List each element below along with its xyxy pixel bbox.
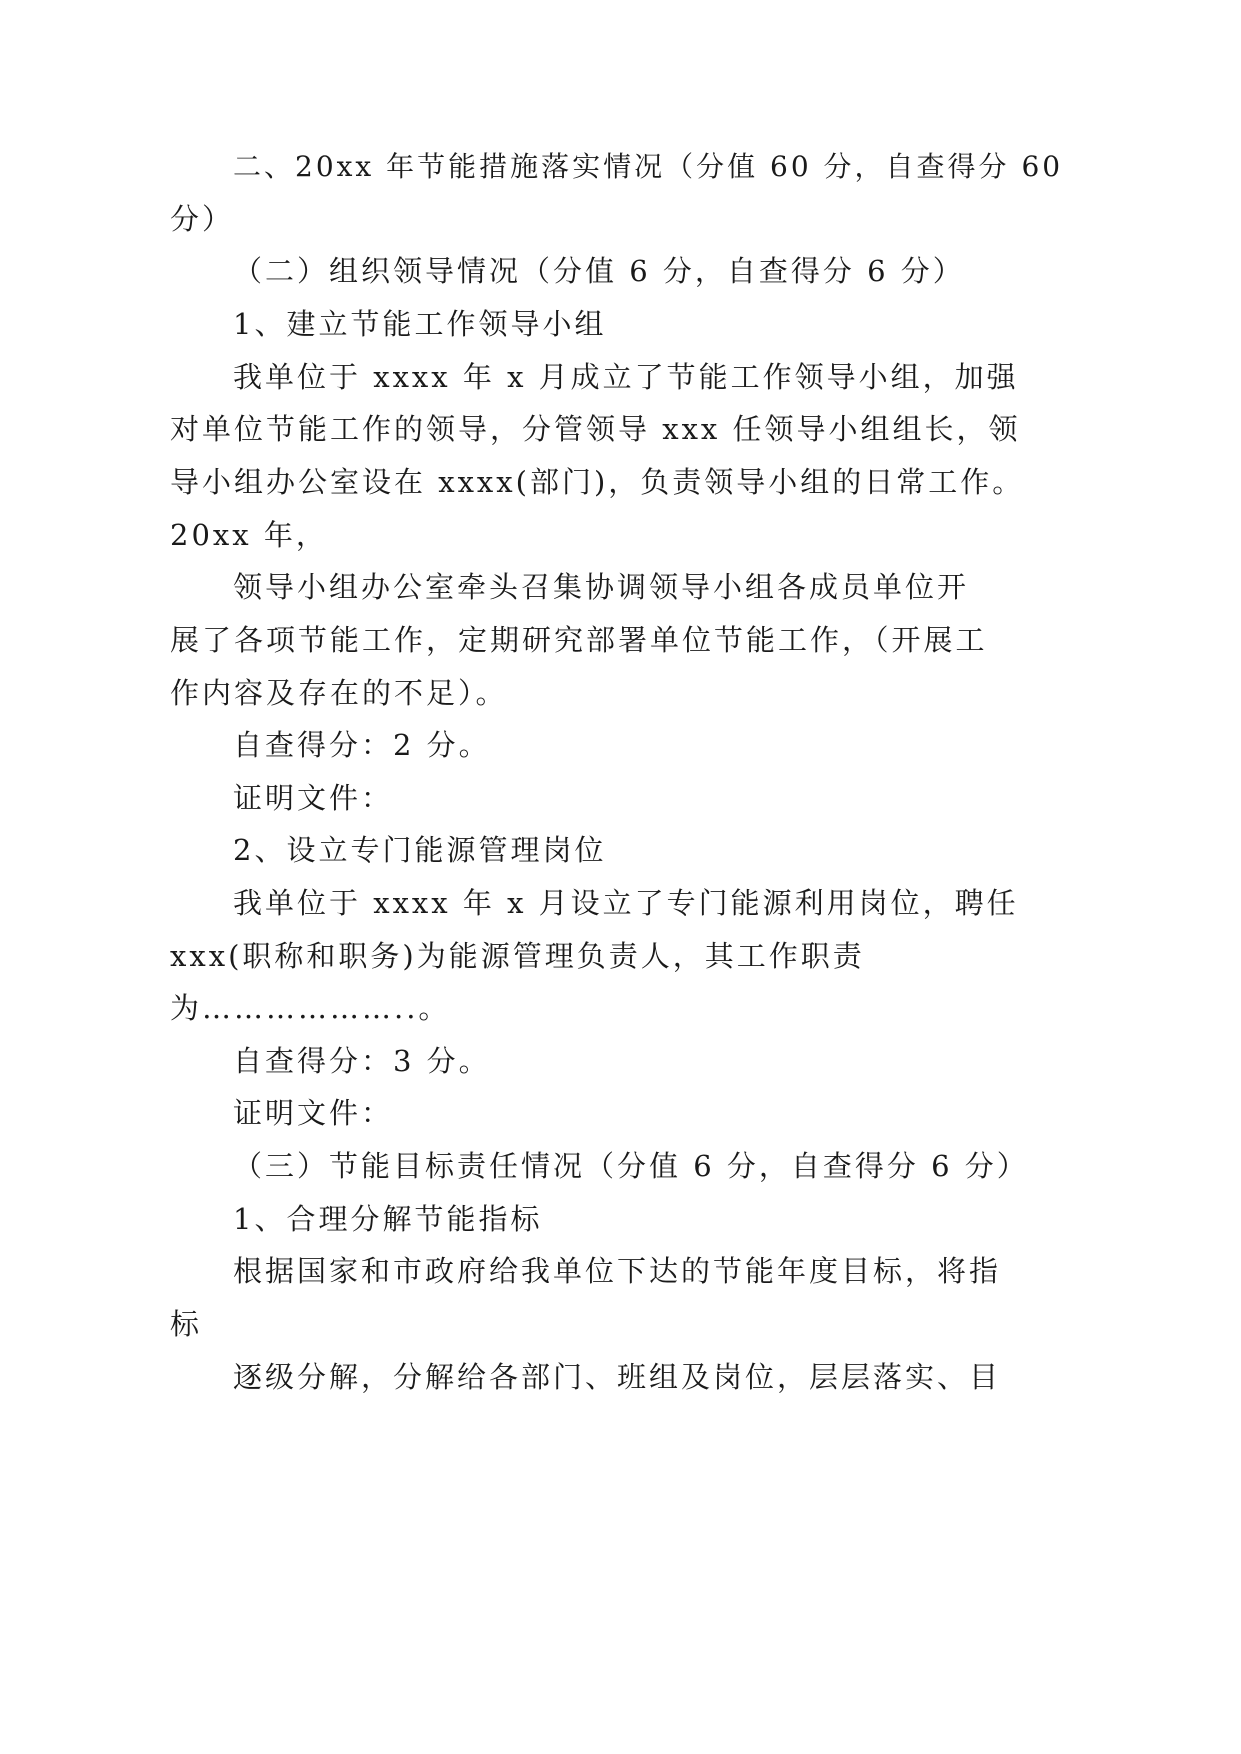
- paragraph-line: 领导小组办公室牵头召集协调领导小组各成员单位开: [233, 570, 970, 604]
- paragraph-line: 逐级分解，分解给各部门、班组及岗位，层层落实、目: [233, 1360, 1002, 1394]
- paragraph-line: xxx(职称和职务)为能源管理负责人，其工作职责: [170, 939, 865, 973]
- proof-documents-label: 证明文件：: [233, 781, 394, 815]
- item-heading-1: 1、合理分解节能指标: [233, 1202, 543, 1236]
- heading-section-2: 二、20xx 年节能措施落实情况（分值 60 分，自查得分 60: [233, 150, 1064, 183]
- proof-documents-label: 证明文件：: [233, 1096, 394, 1130]
- paragraph-line: 我单位于 xxxx 年 x 月成立了节能工作领导小组，加强: [233, 360, 1019, 394]
- subheading-target-responsibility: （三）节能目标责任情况（分值 6 分，自查得分 6 分）: [233, 1149, 1029, 1183]
- paragraph-line: 导小组办公室设在 xxxx(部门)，负责领导小组的日常工作。: [170, 465, 1025, 499]
- paragraph-line: 我单位于 xxxx 年 x 月设立了专门能源利用岗位，聘任: [233, 886, 1019, 920]
- paragraph-line: 为………………..。: [170, 991, 451, 1025]
- paragraph-line: 对单位节能工作的领导，分管领导 xxx 任领导小组组长，领: [170, 412, 1021, 446]
- paragraph-line: 标: [170, 1307, 203, 1341]
- paragraph-line: 20xx 年，: [170, 518, 328, 552]
- paragraph-line: 展了各项节能工作，定期研究部署单位节能工作，（开展工: [170, 623, 988, 657]
- item-heading-2: 2、设立专门能源管理岗位: [233, 833, 607, 867]
- paragraph-line: 作内容及存在的不足）。: [170, 676, 508, 710]
- self-check-score: 自查得分：3 分。: [233, 1044, 491, 1078]
- paragraph-line: 根据国家和市政府给我单位下达的节能年度目标，将指: [233, 1254, 1002, 1288]
- self-check-score: 自查得分：2 分。: [233, 728, 491, 762]
- subheading-org-leadership: （二）组织领导情况（分值 6 分，自查得分 6 分）: [233, 254, 965, 288]
- item-heading-1: 1、建立节能工作领导小组: [233, 307, 607, 341]
- heading-section-2-cont: 分）: [170, 202, 235, 236]
